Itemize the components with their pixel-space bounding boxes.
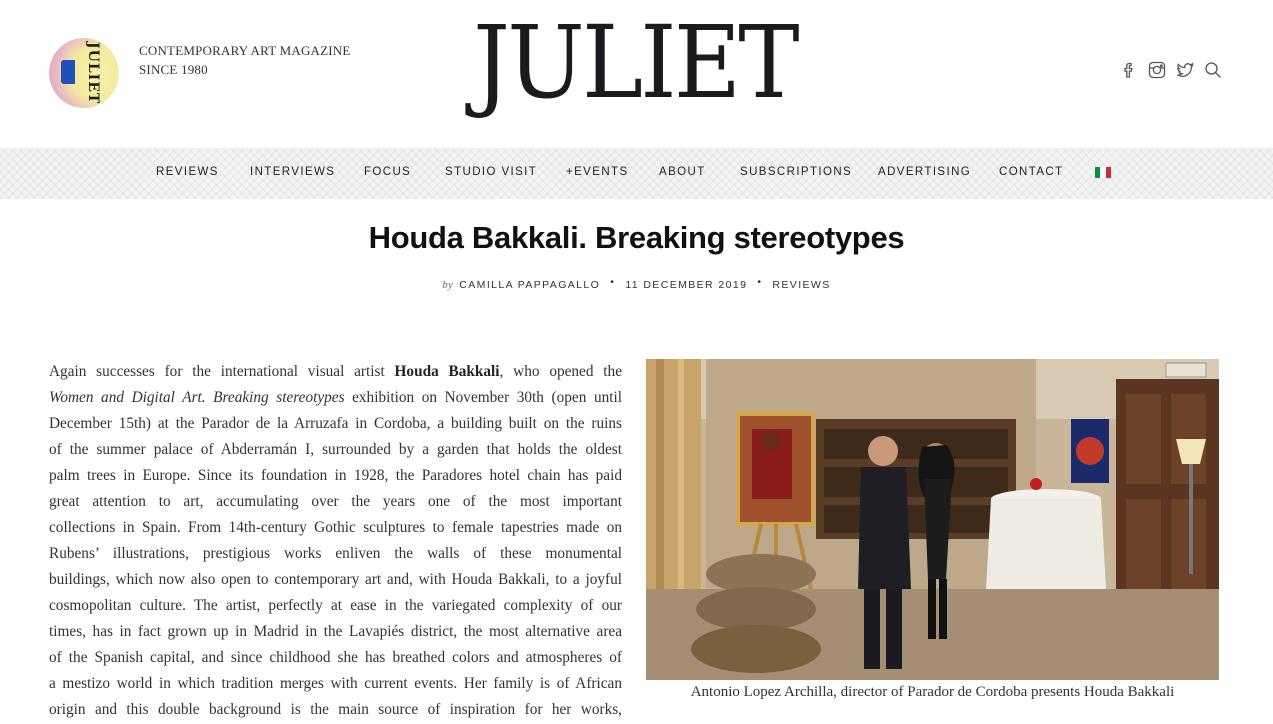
nav-item-contact[interactable]: CONTACT xyxy=(999,166,1064,178)
nav-item-about[interactable]: ABOUT xyxy=(659,166,706,178)
photo-caption: Antonio Lopez Archilla, director of Parador de Cordoba presents Houda Bakkali xyxy=(690,684,1175,700)
tagline-line-1: CONTEMPORARY ART MAGAZINE xyxy=(139,43,351,58)
site-header xyxy=(0,0,1273,148)
article-line: times, has in fact grown up in Madrid in the Lavapiés district, the most alternative area xyxy=(49,623,622,640)
site-logo-badge[interactable] xyxy=(49,38,119,108)
text-run: , who opened the xyxy=(499,363,622,380)
twitter-icon[interactable] xyxy=(1176,60,1194,80)
search-icon[interactable] xyxy=(1204,60,1222,80)
italian-flag-icon[interactable] xyxy=(1095,167,1111,178)
nav-item-studio-visit[interactable]: STUDIO VISIT xyxy=(445,166,538,178)
meta-separator: • xyxy=(610,276,616,288)
nav-item-reviews[interactable]: REVIEWS xyxy=(156,166,219,178)
nav-item-focus[interactable]: FOCUS xyxy=(364,166,412,178)
publish-date: 11 DECEMBER 2019 xyxy=(625,279,748,291)
instagram-icon[interactable] xyxy=(1148,60,1166,80)
nav-item-advertising[interactable]: ADVERTISING xyxy=(878,166,972,178)
photo-illustration xyxy=(646,359,1219,680)
article-line xyxy=(49,385,622,411)
nav-item-events[interactable]: +EVENTS xyxy=(566,166,629,178)
nav-item-interviews[interactable]: INTERVIEWS xyxy=(250,166,336,178)
article-line xyxy=(49,359,622,385)
site-wordmark[interactable]: JULIET xyxy=(473,4,797,121)
logo-badge-text: JULIET xyxy=(85,42,101,105)
article-line: great attention to art, accumulating over the years one of the most important xyxy=(49,493,622,510)
article-meta xyxy=(0,276,1273,291)
article-title: Houda Bakkali. Breaking stereotypes xyxy=(368,220,905,255)
article-line: Rubens’ illustrations, prestigious works enliven the walls of these monumental xyxy=(49,545,622,562)
article-line: of the summer palace of Abderramán I, surrounded by a garden that holds the oldest xyxy=(49,441,622,458)
article-line: palm trees in Europe. Since its foundation in 1928, the Paradores hotel chain has paid xyxy=(49,467,622,484)
article-line: collections in Spain. From 14th-century Gothic sculptures to female tapestries made on xyxy=(49,519,622,536)
article-line: origin and this double background is the main source of inspiration for her works, xyxy=(49,701,622,718)
exhibition-title-italic: Women and Digital Art. Breaking stereotypes xyxy=(49,389,345,406)
article-line: buildings, which now also open to contemporary art and, with Houda Bakkali, to a joyful xyxy=(49,571,622,588)
byline-label: by xyxy=(442,280,454,291)
article-body xyxy=(49,359,622,723)
artist-name-bold: Houda Bakkali xyxy=(394,363,500,380)
social-links xyxy=(1120,60,1222,80)
category-link[interactable]: REVIEWS xyxy=(772,279,831,291)
article-line: cosmopolitan culture. The artist, perfectly at ease in the variegated complexity of our xyxy=(49,597,622,614)
author-link[interactable]: CAMILLA PAPPAGALLO xyxy=(459,279,601,291)
facebook-icon[interactable] xyxy=(1120,60,1138,80)
article-line: of the Spanish capital, and since childhood she has breathed colors and atmospheres of xyxy=(49,649,622,666)
tagline-line-2: SINCE 1980 xyxy=(139,62,208,77)
article-photo[interactable] xyxy=(646,359,1219,680)
flag-stripe-red xyxy=(1106,167,1111,178)
meta-separator: • xyxy=(757,276,763,288)
site-tagline xyxy=(139,41,351,79)
article-line: December 15th) at the Parador de la Arruzafa in Cordoba, a building built on the ruins xyxy=(49,415,622,432)
text-run: exhibition on November 30th (open until xyxy=(344,389,622,406)
text-run: Again successes for the international visual artist xyxy=(49,363,395,380)
article-line: a mestizo world in which tradition merges with current events. Her family is of African xyxy=(49,675,622,692)
main-navigation xyxy=(0,148,1273,199)
nav-item-subscriptions[interactable]: SUBSCRIPTIONS xyxy=(740,166,853,178)
